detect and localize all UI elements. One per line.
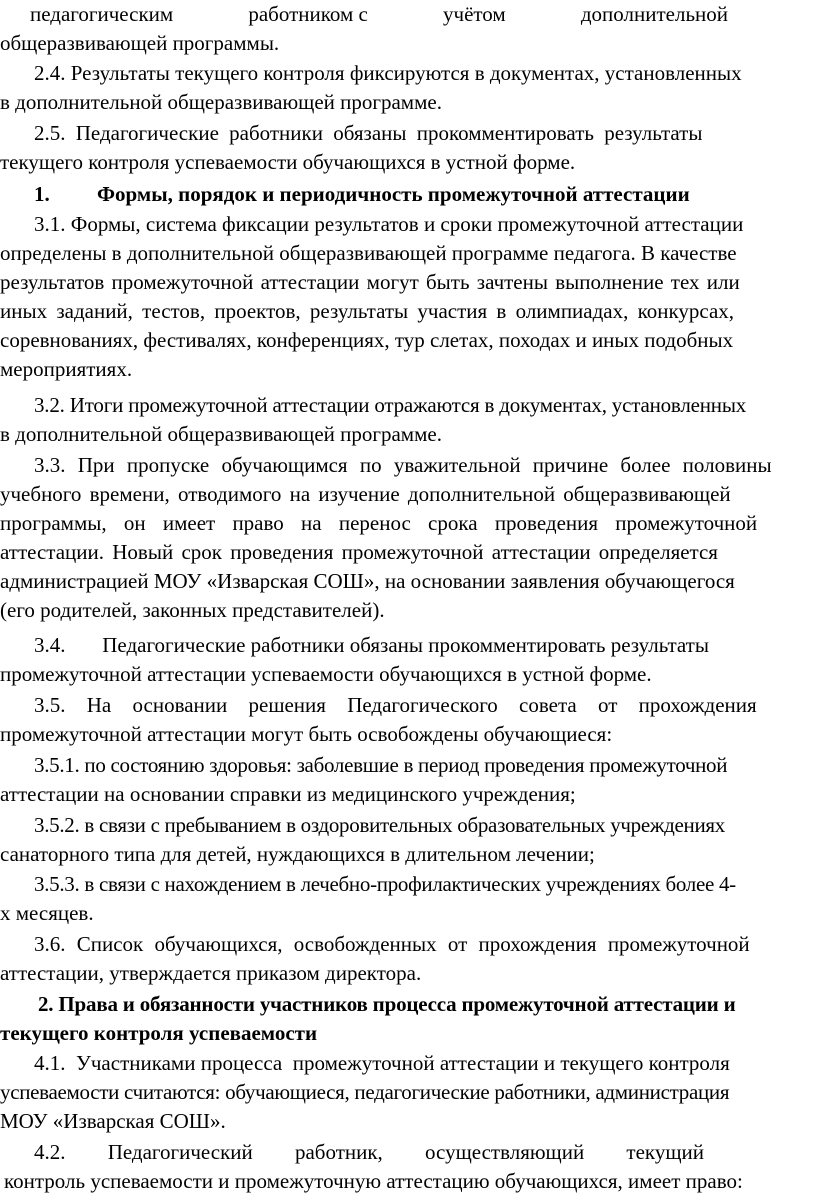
text-line: контроль успеваемости и промежуточную аттестацию обучающихся, имеет право: [4, 1169, 743, 1193]
paragraph-intro [0, 0, 816, 58]
text-line: текущего контроля успеваемости обучающихся в устной форме. [0, 150, 576, 174]
paragraph-3-5 [0, 691, 816, 749]
text-line: х месяцев. [0, 901, 94, 925]
heading-line: 2. Права и обязанности участников процесса промежуточной аттестации и [38, 992, 736, 1016]
word: текущий [626, 1140, 704, 1164]
text-line: администрацией МОУ «Изварская СОШ», на основании заявления обучающегося [0, 569, 735, 593]
paragraph-4-2 [0, 1138, 816, 1196]
text-line: 3.5.1. по состоянию здоровья: заболевшие в период проведения промежуточной [34, 753, 728, 777]
text-line: МОУ «Изварская СОШ». [0, 1109, 226, 1133]
paragraph-3-1 [0, 210, 816, 384]
paragraph-3-6 [0, 930, 816, 988]
paragraph-3-3 [0, 451, 816, 625]
text-line: 3.5. На основании решения Педагогического совета от прохождения [34, 693, 757, 717]
word: педагогическим [30, 2, 174, 26]
text-line: 4.1. Участниками процесса промежуточной аттестации и текущего контроля [34, 1051, 730, 1075]
text-line: иных заданий, тестов, проектов, результаты участия в олимпиадах, конкурсах, [0, 299, 735, 323]
paragraph-2-5 [0, 119, 816, 177]
text-line: промежуточной аттестации успеваемости обучающихся в устной форме. [0, 662, 652, 686]
text-line: 3.2. Итоги промежуточной аттестации отражаются в документах, установленных [34, 393, 747, 417]
text-line: (его родителей, законных представителей). [0, 598, 385, 622]
text-line: 3.6. Список обучающихся, освобожденных от прохождения промежуточной [34, 932, 750, 956]
paragraph-3-5-2 [0, 811, 816, 869]
text-line: программы, он имеет право на перенос срока проведения промежуточной [0, 511, 758, 535]
word: осуществляющий [425, 1140, 585, 1164]
word: Педагогический [107, 1140, 253, 1164]
word: работником с [248, 2, 368, 26]
text-line: учебного времени, отводимого на изучение дополнительной общеразвивающей [0, 482, 731, 506]
text-line: 3.4. Педагогические работники обязаны прокомментировать результаты [34, 633, 709, 657]
text-line: санаторного типа для детей, нуждающихся в длительном лечении; [0, 842, 595, 866]
text-line: аттестации на основании справки из медицинского учреждения; [0, 782, 576, 806]
section-heading-1 [34, 180, 690, 209]
heading-line: текущего контроля успеваемости [0, 1021, 318, 1045]
text-line [0, 1138, 704, 1167]
section-heading-2 [0, 990, 816, 1048]
text-line: 3.5.2. в связи с пребыванием в оздоровительных образовательных учреждениях [34, 813, 725, 837]
word: дополнительной [580, 2, 728, 26]
paragraph-3-5-1 [0, 751, 816, 809]
text-line: соревнованиях, фестивалях, конференциях, тур слетах, походах и иных подобных [0, 328, 734, 352]
text-line: в дополнительной общеразвивающей программе. [0, 90, 442, 114]
text-line: успеваемости считаются: обучающиеся, педагогические работники, администрация [0, 1080, 730, 1104]
word: учётом [443, 2, 506, 26]
paragraph-4-1 [0, 1049, 816, 1136]
text-line: 3.5.3. в связи с нахождением в лечебно-профилактических учреждениях более 4- [34, 872, 736, 896]
text-line: 3.1. Формы, система фиксации результатов и сроки промежуточной аттестации [34, 212, 744, 236]
text-line: определены в дополнительной общеразвивающей программе педагога. В качестве [0, 241, 737, 265]
text-line: аттестации, утверждается приказом директора. [0, 961, 422, 985]
text-line: 3.3. При пропуске обучающимся по уважительной причине более половины [34, 453, 772, 477]
text-line: мероприятиях. [0, 357, 133, 381]
word: 4.2. [34, 1140, 66, 1164]
heading-title: Формы, порядок и периодичность промежуточной аттестации [97, 182, 690, 206]
text-line: общеразвивающей программы. [0, 31, 280, 55]
text-line [0, 0, 728, 29]
word: работник, [294, 1140, 383, 1164]
text-line: результатов промежуточной аттестации могут быть зачтены выполнение тех или [0, 270, 740, 294]
text-line: в дополнительной общеразвивающей программе. [0, 422, 442, 446]
paragraph-2-4 [0, 59, 816, 117]
heading-number: 1. [34, 182, 50, 206]
paragraph-3-4 [0, 631, 816, 689]
text-line: 2.4. Результаты текущего контроля фиксируются в документах, установленных [34, 61, 742, 85]
text-line: 2.5. Педагогические работники обязаны прокомментировать результаты [34, 121, 703, 145]
paragraph-3-2 [0, 391, 816, 449]
text-line: аттестации. Новый срок проведения промежуточной аттестации определяется [0, 540, 718, 564]
paragraph-3-5-3 [0, 870, 816, 928]
text-line: промежуточной аттестации могут быть освобождены обучающиеся: [0, 722, 613, 746]
